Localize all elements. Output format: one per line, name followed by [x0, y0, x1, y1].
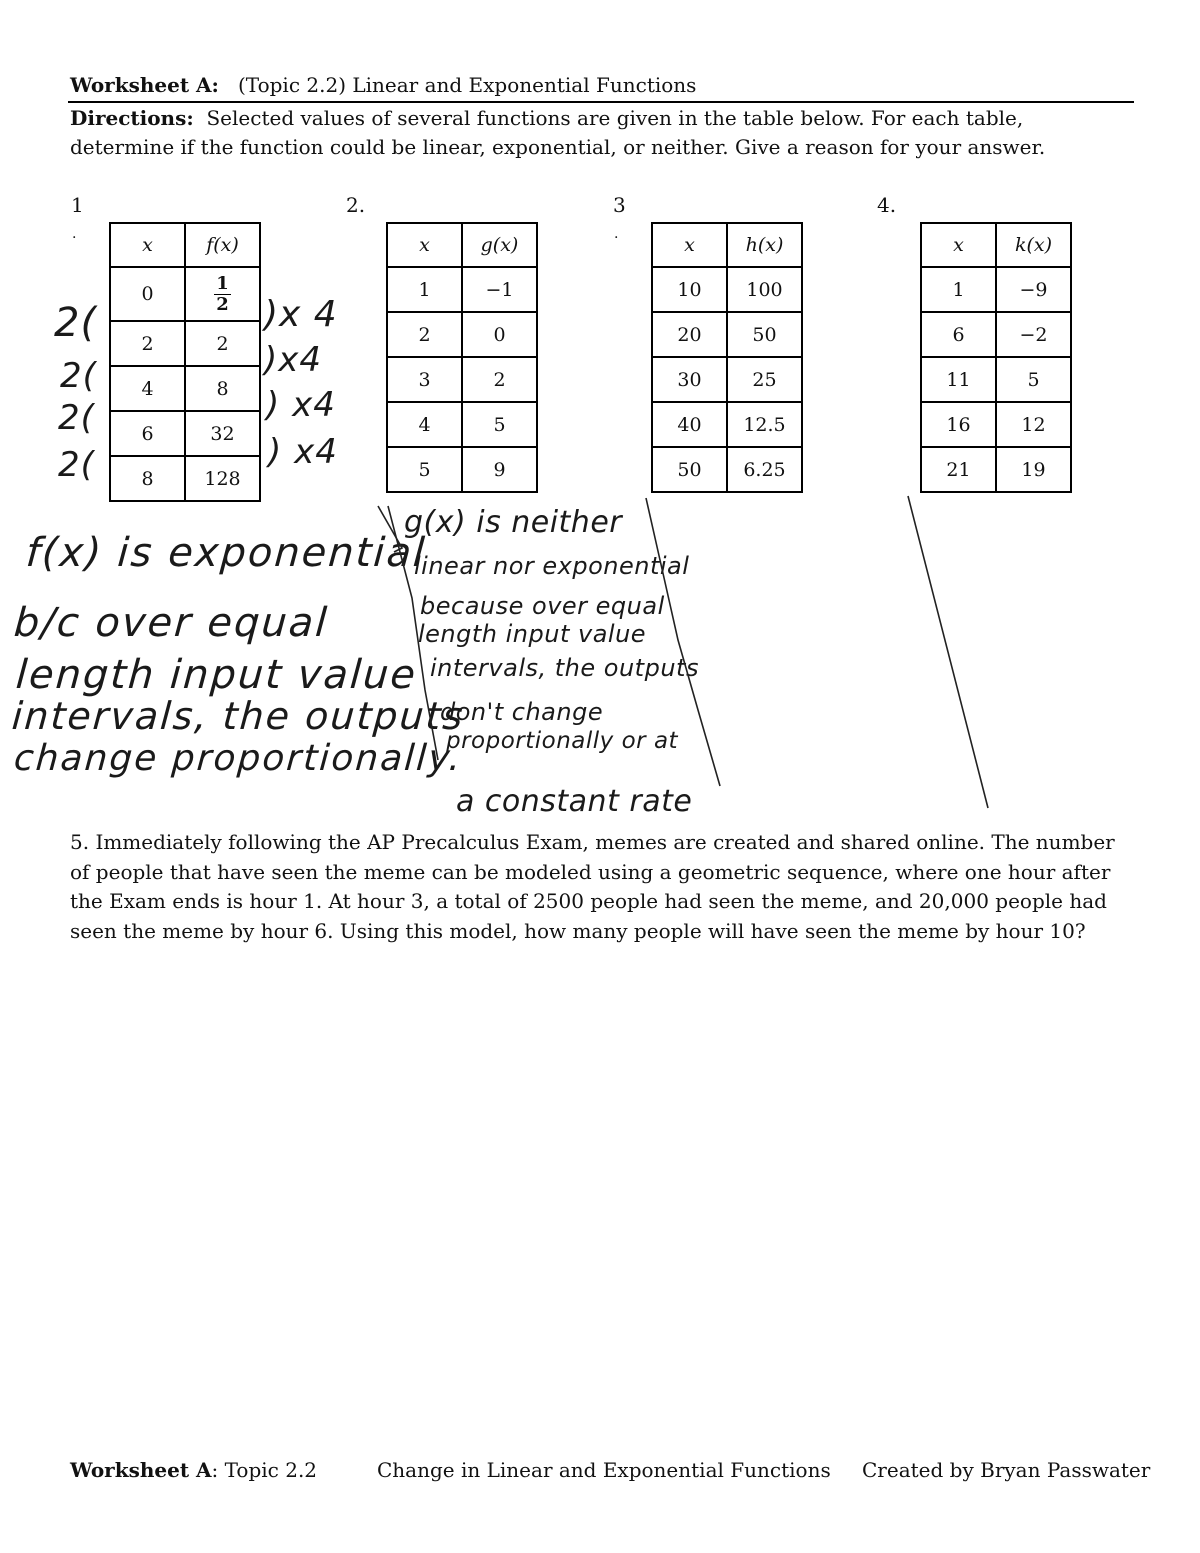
hw-right-border-stroke — [646, 498, 720, 786]
header-x: x — [387, 223, 462, 267]
hw-answer-2-line: linear nor exponential — [414, 552, 690, 580]
problem-4-number: 4. — [877, 193, 897, 217]
hw-answer-1-line: change proportionally. — [12, 738, 464, 779]
footer-author: Created by Bryan Passwater — [862, 1458, 1151, 1482]
cell-y: 50 — [727, 312, 802, 357]
cell-y: −2 — [996, 312, 1071, 357]
problem-3-number: 3 — [613, 193, 626, 217]
hw-answer-2-line: proportionally or at — [446, 728, 679, 754]
cell-x: 11 — [921, 357, 996, 402]
hw-answer-1-line: intervals, the outputs — [10, 694, 466, 738]
header-x: x — [921, 223, 996, 267]
cell-x: 30 — [652, 357, 727, 402]
directions-label: Directions: — [70, 106, 194, 130]
cell-y: 32 — [185, 411, 260, 456]
cell-y: −9 — [996, 267, 1071, 312]
cell-x: 50 — [652, 447, 727, 492]
hw-left-mark: 2( — [54, 300, 98, 346]
hw-answer-1-line: f(x) is exponential — [24, 530, 428, 576]
cell-y: −1 — [462, 267, 537, 312]
cell-x: 5 — [387, 447, 462, 492]
hw-left-mark: 2( — [60, 356, 97, 396]
hw-left-border-stroke — [388, 506, 438, 760]
cell-y: 9 — [462, 447, 537, 492]
hw-diagonal-stroke — [908, 496, 988, 808]
cell-x: 2 — [387, 312, 462, 357]
cell-x: 4 — [110, 366, 185, 411]
hw-left-mark: 2( — [58, 398, 95, 438]
cell-y: 2 — [462, 357, 537, 402]
hw-right-mark: ) x4 — [266, 385, 336, 425]
footer-title: Change in Linear and Exponential Functions — [377, 1458, 831, 1482]
cell-x: 6 — [110, 411, 185, 456]
cell-x: 0 — [110, 267, 185, 321]
cell-y: 12 — [996, 402, 1071, 447]
cell-x: 40 — [652, 402, 727, 447]
cell-x: 4 — [387, 402, 462, 447]
hw-answer-2-line: intervals, the outputs — [430, 654, 699, 682]
cell-y: 100 — [727, 267, 802, 312]
directions-text: Selected values of several functions are given in the table below. For each table, determine if the function could be linear, exponential, or neither. Give a reason for your answer. — [70, 106, 1046, 159]
cell-x: 3 — [387, 357, 462, 402]
hw-right-mark: )x 4 — [264, 294, 338, 335]
header-x: x — [110, 223, 185, 267]
problem-2-number: 2. — [346, 193, 366, 217]
cell-x: 16 — [921, 402, 996, 447]
footer-worksheet-label: Worksheet A — [70, 1458, 212, 1482]
topic-text: (Topic 2.2) Linear and Exponential Functions — [238, 73, 697, 97]
cell-y: 19 — [996, 447, 1071, 492]
cell-x: 1 — [921, 267, 996, 312]
hw-answer-2-line: because over equal — [420, 592, 665, 620]
cell-y: 2 — [185, 321, 260, 366]
cell-x: 10 — [652, 267, 727, 312]
cell-x: 6 — [921, 312, 996, 357]
hw-answer-2-line: a constant rate — [456, 784, 693, 819]
hw-left-mark: 2( — [58, 445, 95, 485]
hw-right-mark: )x4 — [264, 340, 323, 380]
cell-y: 5 — [996, 357, 1071, 402]
hw-answer-2-line: don't change — [440, 698, 604, 726]
header-hx: h(x) — [727, 223, 802, 267]
fraction-denominator: 2 — [216, 293, 229, 315]
header-kx: k(x) — [996, 223, 1071, 267]
cell-x: 20 — [652, 312, 727, 357]
cell-y: 6.25 — [727, 447, 802, 492]
hw-answer-1-line: b/c over equal — [12, 600, 331, 646]
problem-1-dot: . — [72, 226, 77, 242]
header-gx: g(x) — [462, 223, 537, 267]
hw-answer-1-line: length input value — [14, 652, 419, 698]
footer-topic: : Topic 2.2 — [211, 1458, 318, 1482]
cell-x: 21 — [921, 447, 996, 492]
header-fx: f(x) — [185, 223, 260, 267]
problem-1-number: 1 — [71, 193, 84, 217]
hw-answer-2-line: g(x) is neither — [404, 505, 623, 540]
question-5: 5. Immediately following the AP Precalculus Exam, memes are created and shared online. The number of people that have seen the meme can be modeled using a geometric sequence, where one hour after the Exam ends is hour 1. At hour 3, a total of 2500 people had seen the meme, and 20,000 people had seen the meme by hour 6. Using this model, how many people will have seen the meme by hour 10? — [70, 830, 1115, 943]
hw-right-mark: ) x4 — [268, 432, 338, 472]
cell-x: 1 — [387, 267, 462, 312]
hw-answer-2-line: length input value — [418, 620, 647, 648]
fraction-numerator: 1 — [216, 272, 229, 294]
cell-y: 5 — [462, 402, 537, 447]
header-x: x — [652, 223, 727, 267]
worksheet-label: Worksheet A: — [70, 73, 219, 97]
cell-y: 0 — [462, 312, 537, 357]
cell-y: 12.5 — [727, 402, 802, 447]
problem-3-dot: . — [614, 226, 619, 242]
cell-y: 8 — [185, 366, 260, 411]
footer-worksheet — [70, 1458, 317, 1482]
cell-y: 25 — [727, 357, 802, 402]
cell-x: 2 — [110, 321, 185, 366]
cell-y: 128 — [185, 456, 260, 501]
cell-x: 8 — [110, 456, 185, 501]
